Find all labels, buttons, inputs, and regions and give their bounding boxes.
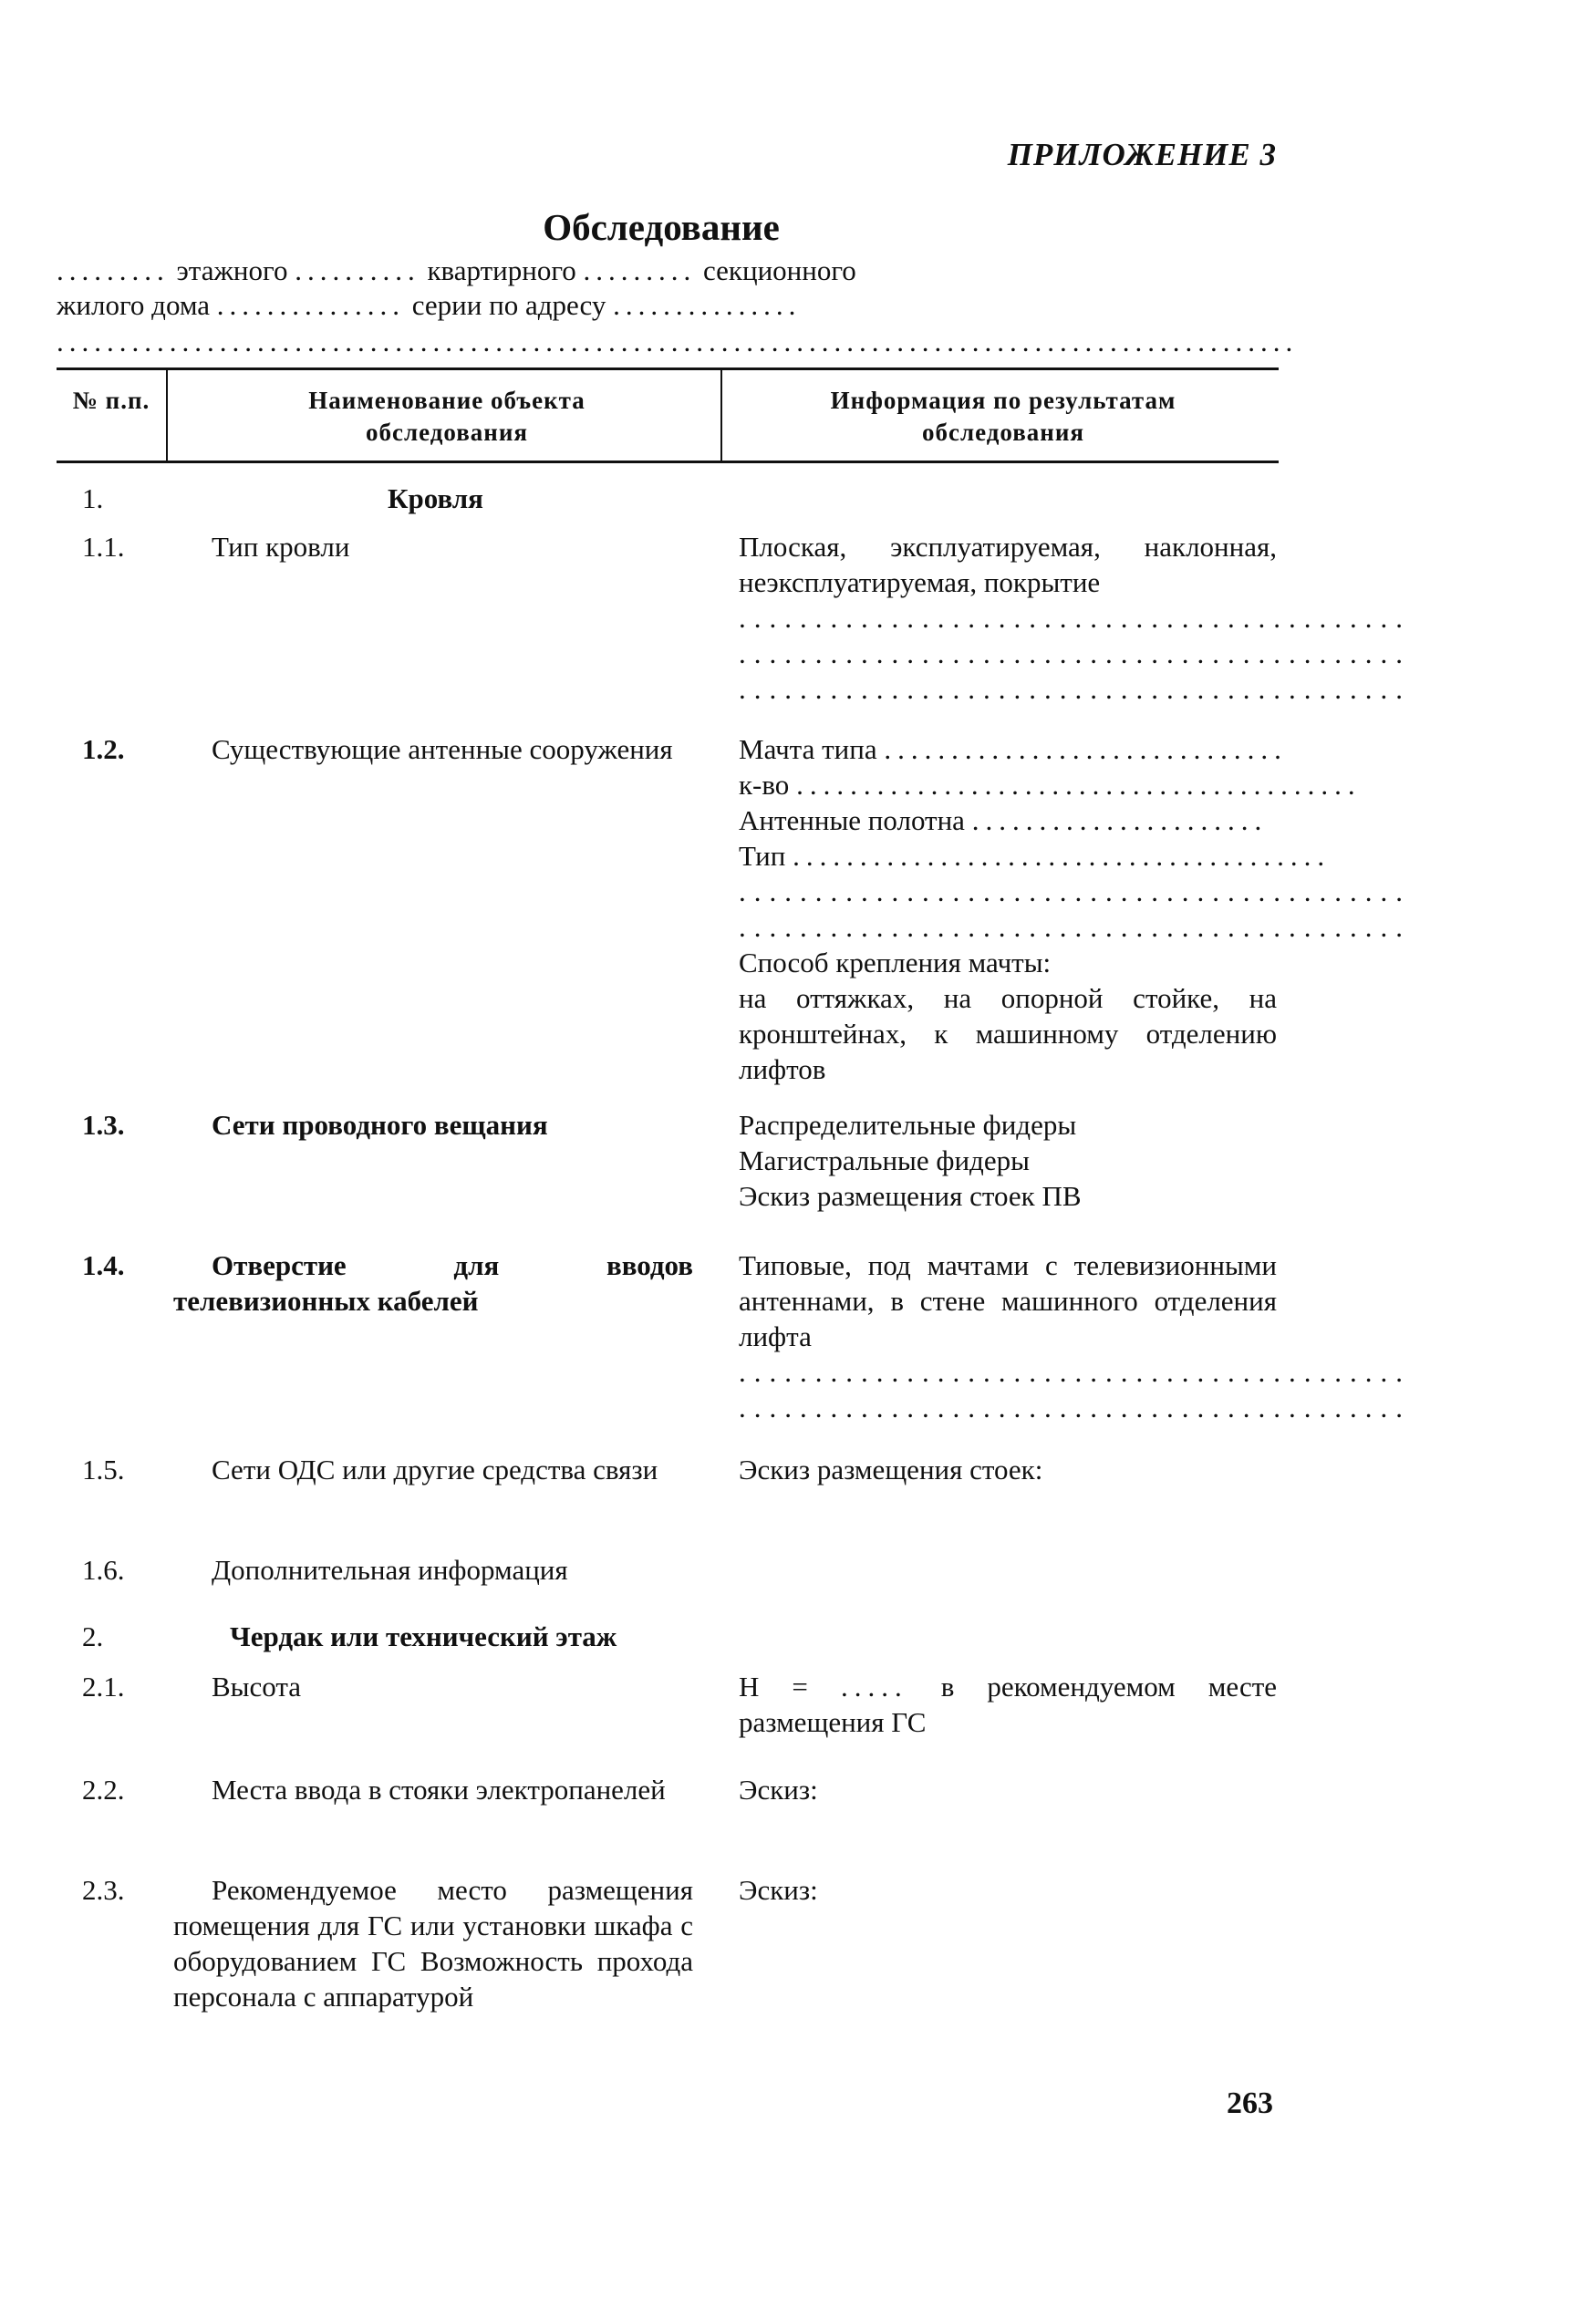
dot-line: ............................................: [739, 911, 1411, 943]
row-info-placement: [739, 1872, 1277, 1908]
page-number: 263: [1227, 2086, 1273, 2120]
dot-line: ............................................: [739, 637, 1411, 669]
dot-line: ............................................: [739, 602, 1411, 634]
quantity-label: к-во: [739, 769, 790, 801]
dot-line: ............................................: [739, 1392, 1411, 1423]
row-name: Существующие антенные сооружения: [212, 733, 673, 765]
info-text: Эскиз:: [739, 1874, 818, 1906]
table-top-rule: [57, 367, 1279, 370]
header-word-apartments: квартирного: [427, 254, 576, 286]
mast-type-label: Мачта типа: [739, 733, 877, 765]
table-header-bottom-rule: [57, 461, 1279, 463]
row-info-antennas: Мачта типа .............................. к-во .......................................... Антенные полотна ...................... Тип ........................................ ............................................ ............................................ Способ крепления мачты: на оттяжках, на опорной стойке, на кронштейнах, к машинному отделению лифтов: [739, 733, 1411, 1085]
row-info-electro-panels: [739, 1772, 1277, 1807]
row-name: Дополнительная информация: [212, 1554, 568, 1586]
info-line: Магистральные фидеры: [739, 1144, 1030, 1176]
row-number: 1.1.: [82, 531, 125, 563]
row-name: Тип кровли: [212, 531, 350, 563]
header-word-building: жилого дома: [57, 289, 211, 321]
row-info-roof-type: [739, 529, 1411, 707]
dot-line: ............................................: [739, 875, 1411, 907]
row-name: Рекомендуемое место размещения помещения для ГС или установки шкафа с оборудованием ГС Возможность прохода персонала с аппаратурой: [173, 1874, 693, 2013]
row-number: 1.2.: [82, 733, 125, 765]
type-label: Тип: [739, 840, 786, 872]
row-info-wired-broadcast: [739, 1107, 1277, 1214]
dots: .........: [57, 254, 170, 286]
row-name: Сети ОДС или другие средства связи: [212, 1454, 658, 1485]
mount-text: на оттяжках, на опорной стойке, на кронштейнах, к машинному отделению лифтов: [739, 982, 1277, 1085]
row-number: 2.: [82, 1620, 104, 1652]
column-divider-2: [720, 367, 722, 462]
dots: .........: [583, 254, 697, 286]
info-text: Эскиз:: [739, 1774, 818, 1806]
antenna-panels-label: Антенные полотна: [739, 804, 965, 836]
section-title-attic: Чердак или технический этаж: [230, 1620, 617, 1652]
document-title: Обследование: [543, 206, 780, 248]
header-word-floors: этажного: [176, 254, 288, 286]
height-symbol: H =: [739, 1671, 808, 1703]
dot-line: ............................................: [739, 673, 1411, 705]
header-line-1: [57, 254, 856, 288]
row-name: Места ввода в стояки электропанелей: [212, 1774, 666, 1806]
row-number: 2.3.: [82, 1874, 125, 1906]
header-line-2: [57, 288, 801, 323]
info-text: Типовые, под мачтами с телевизионными антеннами, в стене машинного отделения лифта: [739, 1249, 1277, 1352]
row-name: Сети проводного вещания: [212, 1109, 548, 1141]
info-line: Распределительные фидеры: [739, 1109, 1077, 1141]
mount-title: Способ крепления мачты:: [739, 947, 1052, 978]
height-note: в рекомендуемом месте размещения ГС: [739, 1671, 1278, 1738]
row-number: 2.1.: [82, 1671, 125, 1703]
header-line-3-dots: ...................................................................................................: [57, 326, 1299, 357]
appendix-label: ПРИЛОЖЕНИЕ 3: [1007, 137, 1277, 172]
header-col-info: Информация по результатам обследования: [830, 387, 1176, 446]
row-number: 1.5.: [82, 1454, 125, 1485]
header-col-number: № п.п.: [72, 387, 150, 414]
row-name: Отверстие для вводов телевизионных кабелей: [173, 1249, 693, 1317]
info-line: Эскиз размещения стоек ПВ: [739, 1180, 1082, 1212]
dots: ...............: [216, 289, 406, 321]
row-number: 2.2.: [82, 1774, 125, 1806]
row-number: 1.3.: [82, 1109, 125, 1141]
dot-line: ............................................: [739, 1356, 1411, 1388]
dots: ..........: [295, 254, 420, 286]
row-info-height: H = ..... в рекомендуемом месте размещения ГС: [739, 1671, 1278, 1738]
section-title-roof: Кровля: [388, 482, 483, 514]
info-text: Плоская, эксплуатируемая, наклонная, неэксплуатируемая, покрытие: [739, 531, 1277, 598]
row-number: 1.4.: [82, 1249, 125, 1281]
header-word-address: серии по адресу: [411, 289, 606, 321]
header-col-object: Наименование объекта обследования: [308, 387, 586, 446]
info-text: Эскиз размещения стоек:: [739, 1454, 1043, 1485]
header-word-sections: секционного: [703, 254, 856, 286]
row-info-tv-cables: [739, 1247, 1411, 1425]
column-divider-1: [166, 367, 168, 462]
row-info-ods: [739, 1452, 1277, 1487]
dots: ...............: [613, 289, 802, 321]
row-number: 1.: [82, 482, 104, 514]
row-number: 1.6.: [82, 1554, 125, 1586]
row-name: Высота: [212, 1671, 302, 1703]
